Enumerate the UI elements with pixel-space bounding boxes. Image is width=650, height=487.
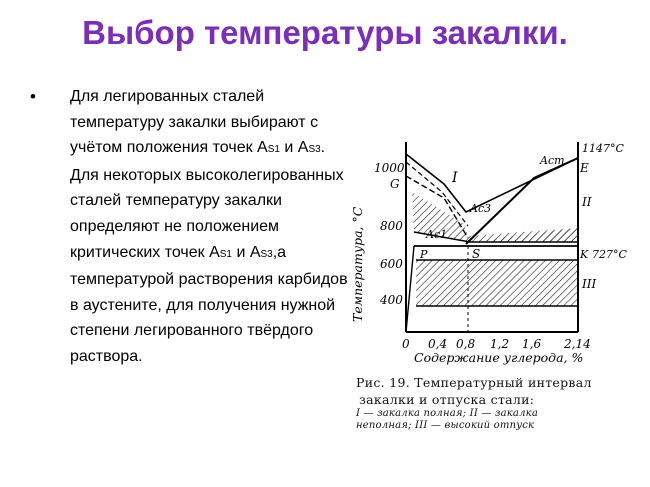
x-tick-2-14: 2,14 <box>564 337 591 351</box>
subscript-as3-second: S3 <box>260 248 273 260</box>
label-Acm: Acm <box>540 154 565 167</box>
label-1147C: 1147°C <box>582 142 624 155</box>
caption-line-1: Рис. 19. Температурный интервал <box>356 375 592 390</box>
x-tick-1-6: 1,6 <box>522 337 542 351</box>
y-tick-800: 800 <box>380 219 403 233</box>
phase-diagram-figure <box>344 136 644 486</box>
label-G: G <box>390 177 400 191</box>
subscript-as1-second: S1 <box>219 248 232 260</box>
para-text-1: Для легированных сталей температуру закалки выбирают с учётом положения точек A <box>70 88 319 157</box>
zone-III-hatch <box>416 260 578 306</box>
caption-line-2: закалки и отпуска стали: <box>359 392 535 407</box>
label-K: K <box>580 248 589 261</box>
label-Ac1: Ac1 <box>426 228 448 241</box>
caption-line-3: I — закалка полная; II — закалка <box>356 408 538 419</box>
y-tick-1000: 1000 <box>374 161 405 175</box>
label-727C: 727°C <box>592 248 627 261</box>
bullet-marker: • <box>30 87 36 106</box>
x-tick-1-2: 1,2 <box>490 337 510 351</box>
para-text-5: ,а температурой растворения карбидов в аустените, для получения нужной степени легированного твёрдого раствора. <box>70 243 348 365</box>
caption-line-4: неполная; III — высокий отпуск <box>356 420 535 431</box>
label-I: I <box>452 170 458 186</box>
figure-caption <box>356 374 644 432</box>
subscript-as3: S3 <box>308 144 321 156</box>
para-text-3: . Для некоторых высоколегированных сталей температуру закалки определяют не положением критических точек A <box>70 139 344 261</box>
para-text-4: и A <box>232 243 261 261</box>
x-tick-0-4: 0,4 <box>428 337 448 351</box>
y-axis-title: Температура, °С <box>350 206 365 322</box>
label-III: III <box>582 277 597 291</box>
x-tick-0: 0 <box>402 337 410 351</box>
label-E: E <box>580 161 589 175</box>
para-text-2: и A <box>279 139 309 157</box>
gp-line <box>406 246 414 332</box>
x-tick-0-8: 0,8 <box>456 337 476 351</box>
y-tick-600: 600 <box>380 257 403 271</box>
x-axis-title: Содержание углерода, % <box>414 350 584 365</box>
label-II: II <box>582 195 592 209</box>
phase-diagram <box>344 136 644 376</box>
label-Ac3: Ac3 <box>470 202 492 215</box>
bullet-paragraph <box>70 84 355 370</box>
label-P: P <box>420 248 428 261</box>
label-S: S <box>472 247 481 261</box>
y-tick-400: 400 <box>380 293 403 307</box>
subscript-as1: S1 <box>267 144 280 156</box>
slide-title: Выбор температуры закалки. <box>82 14 568 51</box>
